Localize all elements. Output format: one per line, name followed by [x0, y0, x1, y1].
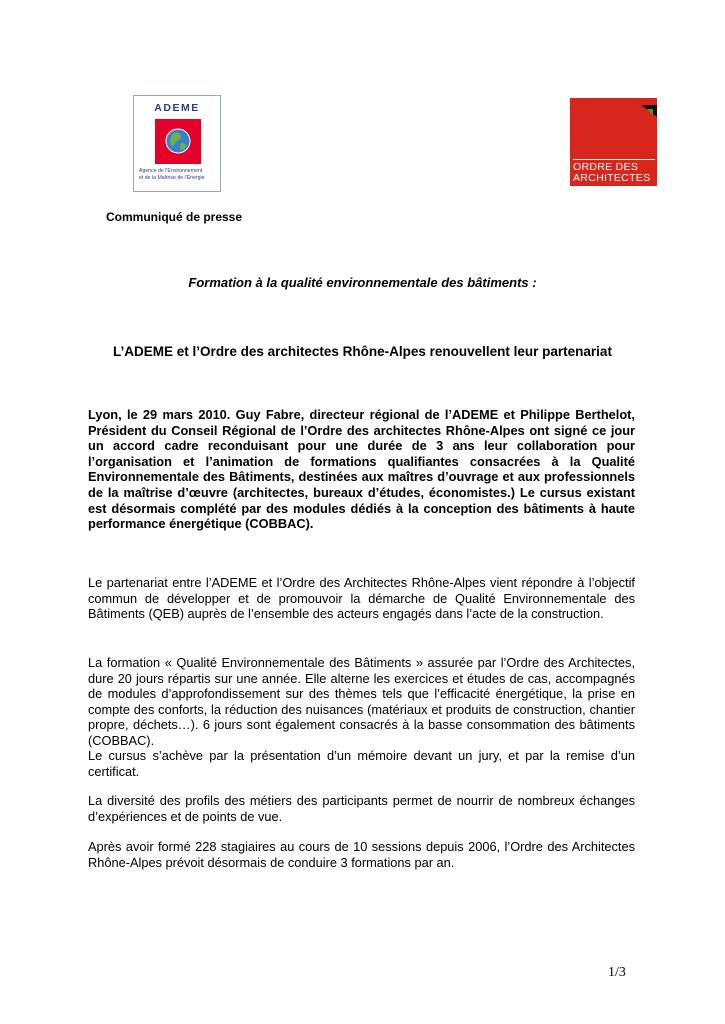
page-number: 1/3 [608, 965, 626, 980]
logo-corner-mark-icon [641, 105, 657, 117]
ordre-des-architectes-logo [570, 98, 657, 186]
body-paragraph-3: Le cursus s’achève par la présentation d’un mémoire devant un jury, et par la remise d’un certificat. [88, 748, 635, 779]
body-paragraph-5: Après avoir formé 228 stagiaires au cours de 10 sessions depuis 2006, l’Ordre des Architectes Rhône-Alpes prévoit désormais de conduire 3 formations par an. [88, 839, 635, 870]
ademe-logo-square [155, 119, 201, 164]
ademe-subtitle-line1: Agence de l'Environnement [139, 168, 203, 174]
lead-paragraph: Lyon, le 29 mars 2010. Guy Fabre, directeur régional de l’ADEME et Philippe Berthelot, Président du Conseil Régional de l’Ordre des architectes Rhône-Alpes ont signé ce jour un accord cadre reconduisant pour une durée de 3 ans leur collaboration pour l’organisation et l’animation de formations qualifiantes consacrées à la Qualité Environnementale des Bâtiments, destinées aux maîtres d’ouvrage et aux professionnels de la maîtrise d’œuvre (architectes, bureaux d’études, économistes.) Le cursus existant est désormais complété par des modules dédiés à la conception des bâtiments à haute performance énergétique (COBBAC). [88, 407, 635, 532]
body-paragraph-1: Le partenariat entre l’ADEME et l’Ordre des Architectes Rhône-Alpes vient répondre à l’objectif commun de développer et de promouvoir la démarche de Qualité Environnementale des Bâtiments (QEB) auprès de l’ensemble des acteurs engagés dans l’acte de la construction. [88, 575, 635, 622]
ademe-logo-subtitle [139, 168, 217, 182]
ademe-subtitle-line2: et de la Maîtrise de l'Energie [139, 175, 205, 181]
body-paragraph-2: La formation « Qualité Environnementale des Bâtiments » assurée par l’Ordre des Architectes, dure 20 jours répartis sur une année. Elle alterne les exercices et études de cas, accompagnés de modules d’approfondissement sur des thèmes tels que l’efficacité énergétique, la prise en compte des conforts, la réduction des nuisances (matériaux et produits de construction, chantier propre, déchets…). 6 jours sont également consacrés à la basse consommation des bâtiments (COBBAC). [88, 655, 635, 748]
press-release-label: Communiqué de presse [106, 210, 243, 224]
globe-icon [155, 119, 201, 164]
ademe-logo-wordmark: ADEME [154, 102, 200, 114]
document-title: L’ADEME et l’Ordre des architectes Rhône-Alpes renouvellent leur partenariat [113, 344, 612, 359]
ordre-logo-line2: ARCHITECTES [573, 172, 651, 184]
document-subtitle: Formation à la qualité environnementale des bâtiments : [188, 275, 537, 290]
ordre-logo-line1: ORDRE DES [573, 161, 639, 173]
body-paragraph-4: La diversité des profils des métiers des participants permet de nourrir de nombreux échanges d’expériences et de points de vue. [88, 793, 635, 824]
ordre-logo-text [573, 159, 655, 184]
ademe-logo [133, 95, 221, 192]
